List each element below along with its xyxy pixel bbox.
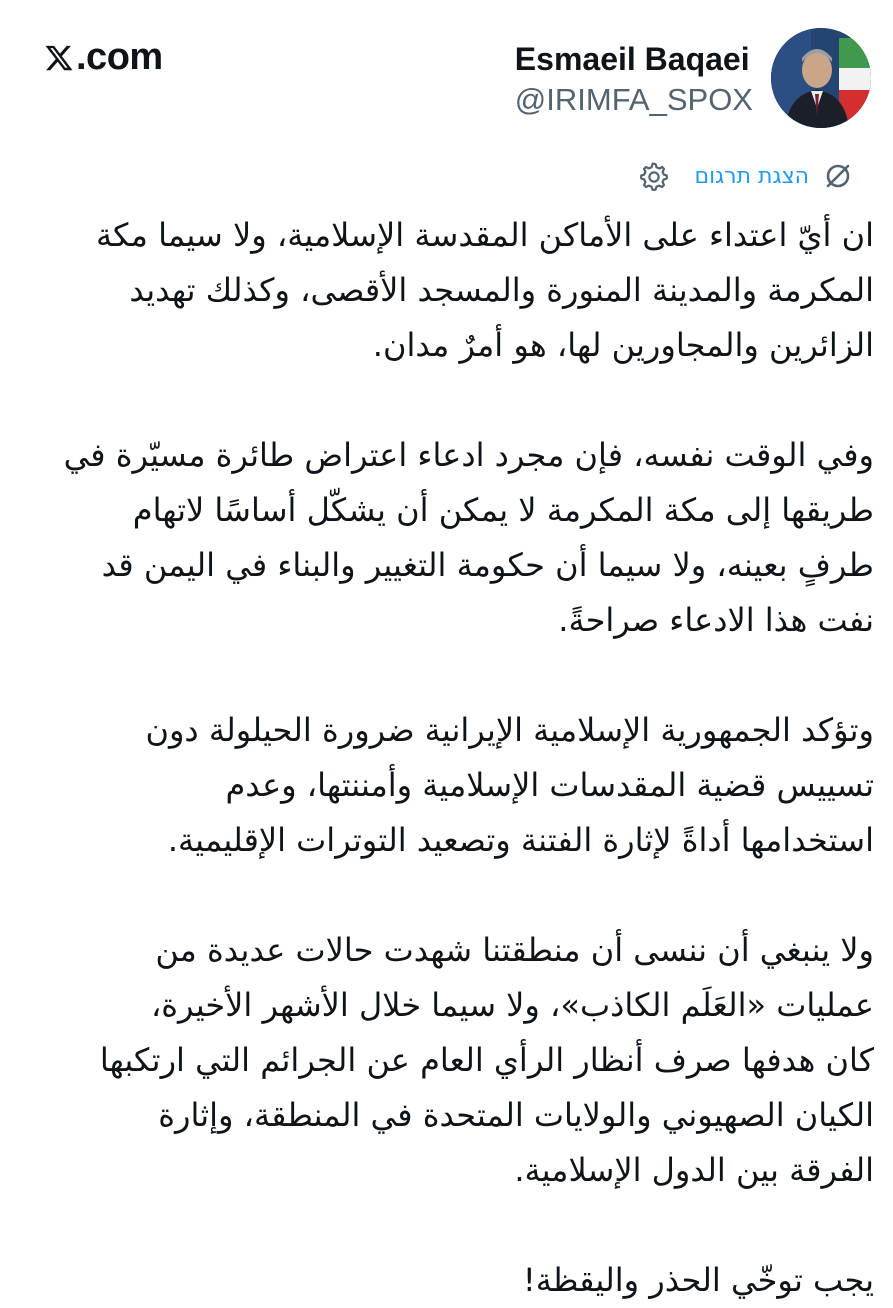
author-handle[interactable]: @IRIMFA_SPOX <box>514 82 753 117</box>
avatar-image <box>771 28 871 128</box>
tweet-paragraph: وفي الوقت نفسه، فإن مجرد ادعاء اعتراض طائرة مسيّرة في طريقها إلى مكة المكرمة لا يمكن أن يشكّل أساسًا لاتهام طرفٍ بعينه، ولا سيما أن حكومة التغيير والبناء في اليمن قد نفت هذا الادعاء صراحةً. <box>63 436 874 639</box>
show-translation-label[interactable]: הצגת תרגום <box>694 163 809 189</box>
tweet-header <box>0 22 893 132</box>
x-logo-icon <box>44 43 74 73</box>
site-brand <box>44 36 163 79</box>
tweet-paragraph: ولا ينبغي أن ننسى أن منطقتنا شهدت حالات عديدة من عمليات «العَلَم الكاذب»، ولا سيما خلال الأشهر الأخيرة، كان هدفها صرف أنظار الرأي العام عن الجرائم التي ارتكبها الكيان الصهيوني والولايات المتحدة في المنطقة، وإثارة الفرقة بين الدول الإسلامية. <box>99 931 874 1189</box>
tweet-paragraph: وتؤكد الجمهورية الإسلامية الإيرانية ضرورة الحيلولة دون تسييس قضية المقدسات الإسلامية وأمننتها، وعدم استخدامها أداةً لإثارة الفتنة وتصعيد التوترات الإقليمية. <box>145 711 874 859</box>
author-info[interactable] <box>515 40 753 120</box>
gear-icon[interactable] <box>637 160 669 192</box>
show-translation-button[interactable] <box>637 156 853 196</box>
avatar[interactable] <box>771 28 871 128</box>
tweet-paragraph: يجب توخّي الحذر واليقظة! <box>522 1261 874 1299</box>
tweet-paragraph: ان أيّ اعتداء على الأماكن المقدسة الإسلامية، ولا سيما مكة المكرمة والمدينة المنورة والمسجد الأقصى، وكذلك تهديد الزائرين والمجاورين لها، هو أمرٌ مدان. <box>95 216 874 364</box>
translate-icon <box>823 161 853 191</box>
tweet-text <box>24 208 874 1308</box>
site-suffix: .com <box>76 36 163 78</box>
author-name[interactable]: Esmaeil Baqaei <box>514 41 750 77</box>
